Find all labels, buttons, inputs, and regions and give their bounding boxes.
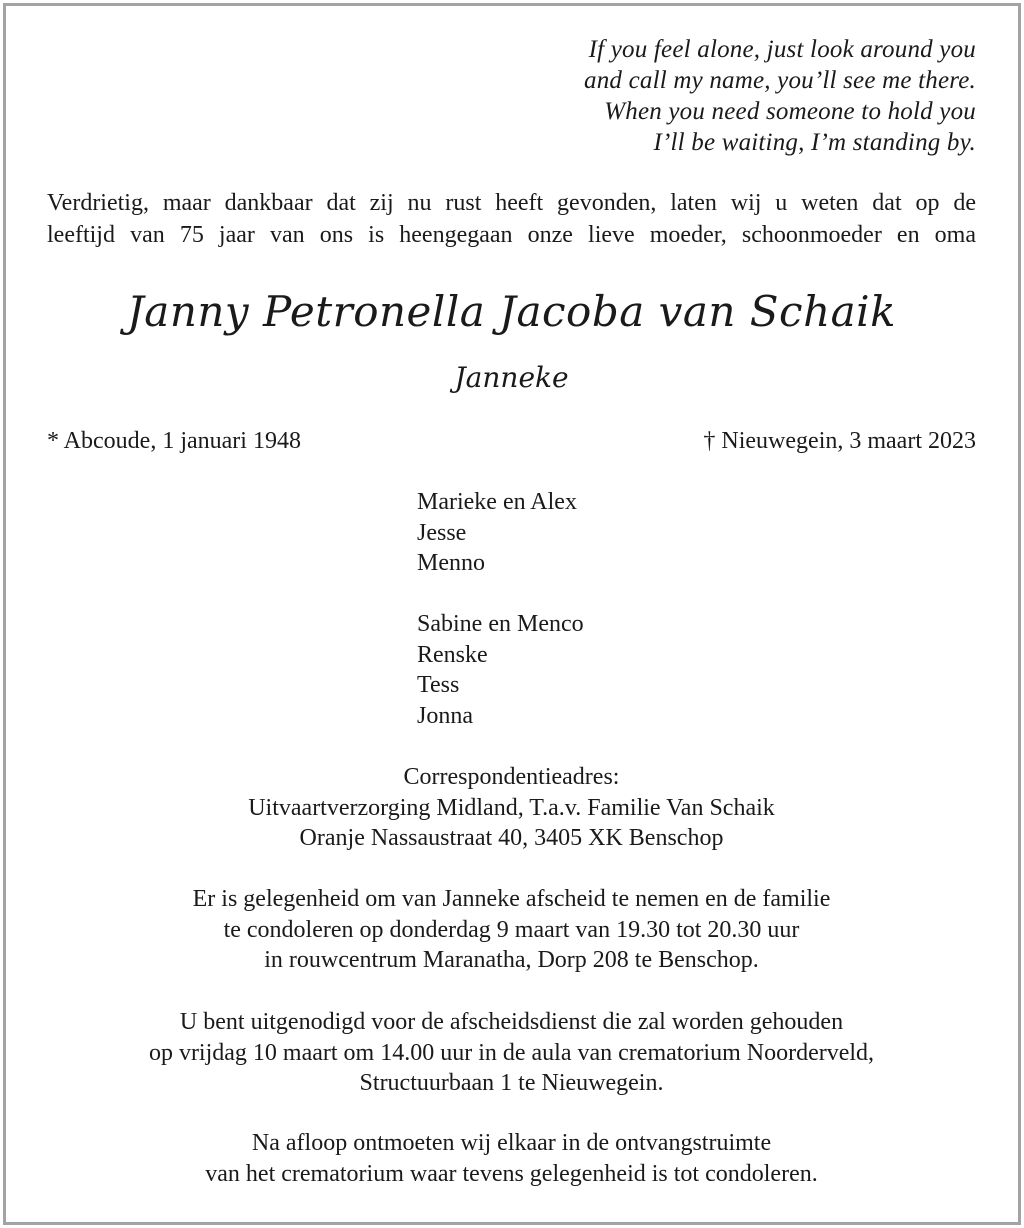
service-line: op vrijdag 10 maart om 14.00 uur in de aula van crematorium Noorderveld, (148, 1039, 875, 1066)
family-member: Marieke en Alex (417, 489, 577, 515)
death-date: † Nieuwegein, 3 maart 2023 (703, 428, 976, 454)
family-group (417, 487, 817, 579)
service-line: U bent uitgenodigd voor de afscheidsdienst die zal worden gehouden (179, 1009, 844, 1035)
viewing-line: in rouwcentrum Maranatha, Dorp 208 te Benschop. (264, 947, 759, 973)
viewing-info (47, 884, 976, 976)
address-line: Oranje Nassaustraat 40, 3405 XK Benschop (299, 825, 724, 851)
intro-line: leeftijd van 75 jaar van ons is heengegaan onze lieve moeder, schoonmoeder en oma (47, 222, 976, 248)
service-line: Structuurbaan 1 te Nieuwegein. (359, 1070, 664, 1096)
poem-line: I’ll be waiting, I’m standing by. (653, 129, 976, 156)
poem-line: If you feel alone, just look around you (588, 36, 976, 63)
family-member: Menno (417, 550, 485, 576)
family-member: Tess (417, 672, 460, 698)
intro-line: Verdrietig, maar dankbaar dat zij nu rust heeft gevonden, laten wij u weten dat op de (47, 190, 976, 216)
viewing-line: Er is gelegenheid om van Janneke afscheid te nemen en de familie (192, 886, 831, 912)
family-member: Jesse (417, 519, 467, 546)
family-member: Renske (417, 641, 488, 668)
announcement-intro (47, 187, 976, 251)
poem-verse (47, 34, 976, 158)
family-member: Jonna (417, 702, 473, 729)
deceased-full-name: Janny Petronella Jacoba van Schaik (126, 287, 897, 336)
reception-line: van het crematorium waar tevens gelegenheid is tot condoleren. (205, 1160, 818, 1187)
deceased-nickname: Janneke (454, 361, 569, 394)
birth-date: * Abcoude, 1 januari 1948 (47, 428, 301, 454)
poem-line: and call my name, you’ll see me there. (584, 67, 976, 94)
poem-line: When you need someone to hold you (604, 98, 976, 125)
viewing-line: te condoleren op donderdag 9 maart van 19.30 tot 20.30 uur (223, 916, 800, 943)
address-line: Uitvaartverzorging Midland, T.a.v. Familie Van Schaik (248, 794, 775, 821)
service-info (47, 1007, 976, 1099)
reception-line: Na afloop ontmoeten wij elkaar in de ontvangstruimte (251, 1130, 772, 1156)
correspondence-address (47, 762, 976, 854)
address-line: Correspondentieadres: (403, 764, 620, 790)
family-member: Sabine en Menco (417, 611, 584, 637)
reception-info (47, 1128, 976, 1189)
family-group (417, 609, 817, 731)
